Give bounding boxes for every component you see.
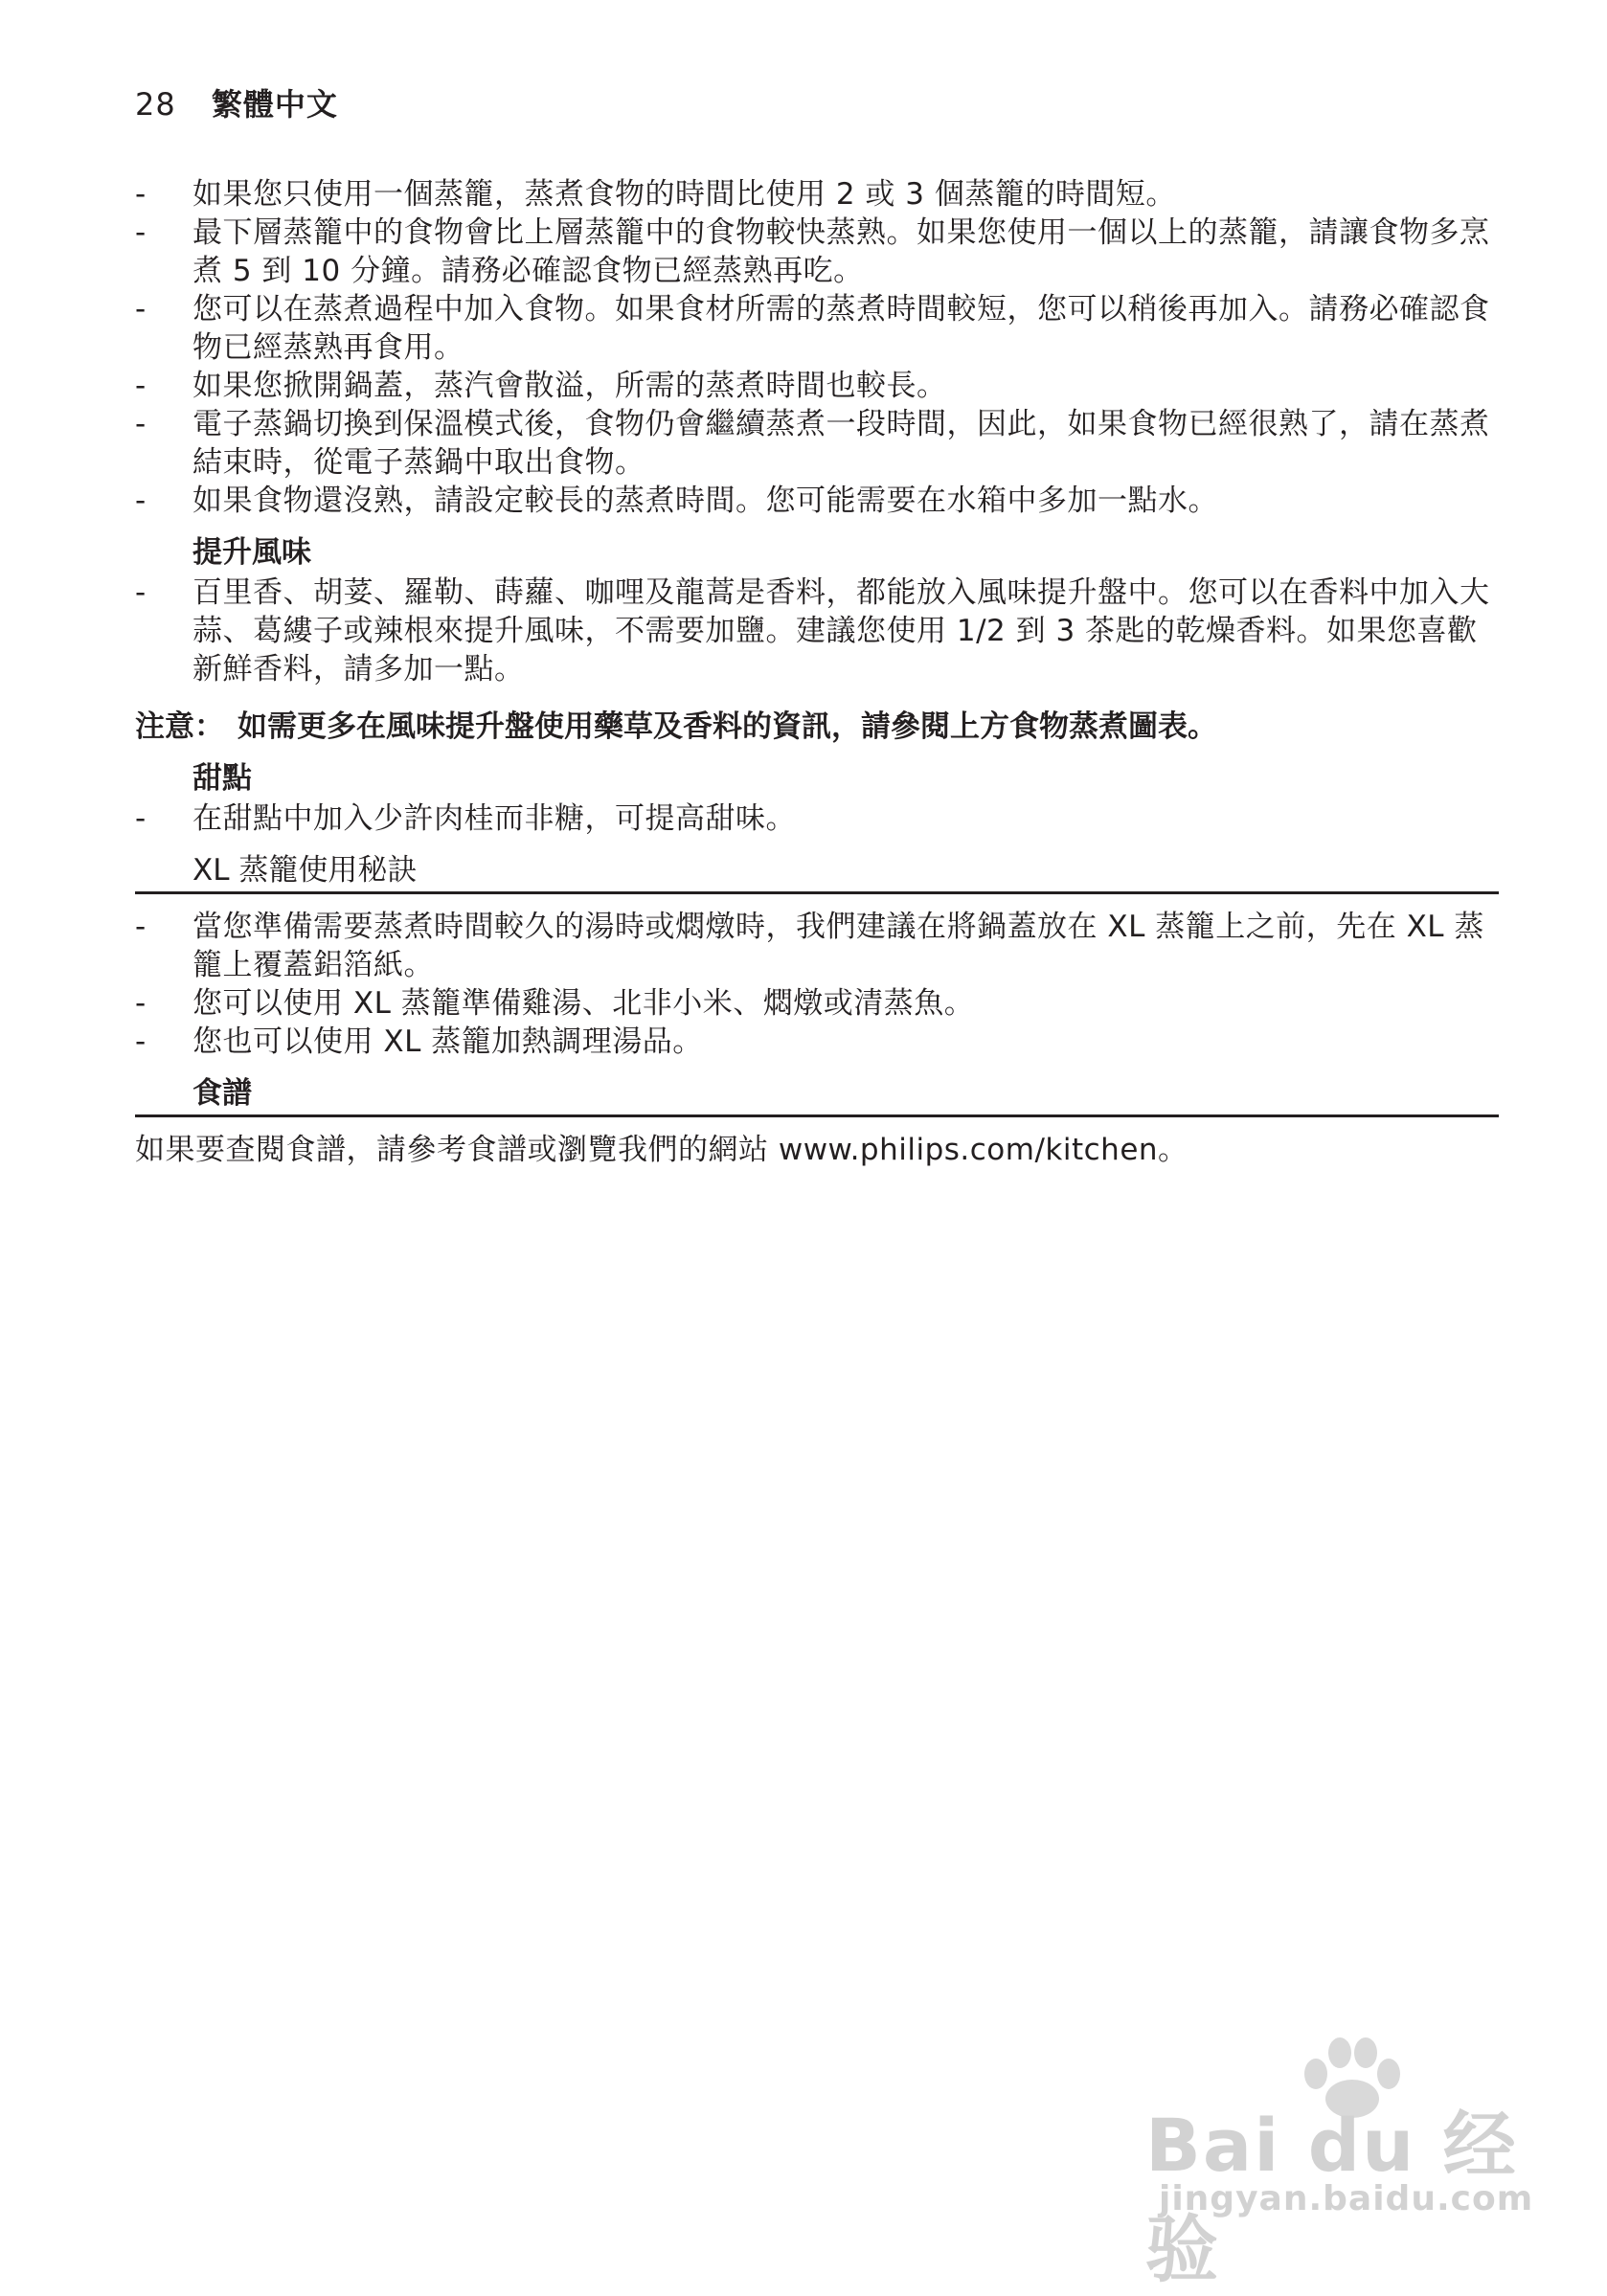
dessert-bullet-list bbox=[135, 799, 1499, 838]
list-item: - 電子蒸鍋切換到保溫模式後，食物仍會繼續蒸煮一段時間，因此，如果食物已經很熟了，請在蒸煮結束時，從電子蒸鍋中取出食物。 bbox=[135, 407, 1490, 480]
list-item: - 如果您掀開鍋蓋，蒸汽會散溢，所需的蒸煮時間也較長。 bbox=[135, 369, 947, 403]
section-heading-xl-tips: XL 蒸籠使用秘訣 bbox=[192, 853, 418, 888]
page-header bbox=[135, 80, 338, 124]
xl-tips-bullet-list bbox=[135, 908, 1499, 1061]
list-item: - 您可以在蒸煮過程中加入食物。如果食材所需的蒸煮時間較短，您可以稍後再加入。請務必確認食物已經蒸熟再食用。 bbox=[135, 292, 1490, 365]
list-item: - 當您準備需要蒸煮時間較久的湯時或燜燉時，我們建議在將鍋蓋放在 XL 蒸籠上之前，先在 XL 蒸籠上覆蓋鋁箔紙。 bbox=[135, 910, 1484, 982]
baidu-watermark bbox=[1145, 2034, 1538, 2292]
page-number: 28 bbox=[135, 86, 176, 123]
note-text: 如需更多在風味提升盤使用藥草及香料的資訊，請參閱上方食物蒸煮圖表。 bbox=[238, 709, 1217, 744]
list-item: - 在甜點中加入少許肉桂而非糖，可提高甜味。 bbox=[135, 801, 796, 836]
list-item: - 如果食物還沒熟，請設定較長的蒸煮時間。您可能需要在水箱中多加一點水。 bbox=[135, 484, 1218, 518]
section-heading-flavor: 提升風味 bbox=[192, 535, 311, 570]
page-content bbox=[135, 175, 1499, 1169]
section-heading-recipes: 食譜 bbox=[192, 1076, 252, 1111]
list-item: - 百里香、胡荽、羅勒、蒔蘿、咖哩及龍蒿是香料，都能放入風味提升盤中。您可以在香料中加入大蒜、葛縷子或辣根來提升風味，不需要加鹽。建議您使用 1/2 到 3 茶匙的乾燥香料。如果您喜歡新鮮香料，請多加一點。 bbox=[135, 575, 1490, 687]
note-paragraph bbox=[135, 708, 1499, 746]
section-divider bbox=[135, 1114, 1499, 1117]
section-heading-dessert: 甜點 bbox=[192, 761, 252, 796]
list-item: - 如果您只使用一個蒸籠，蒸煮食物的時間比使用 2 或 3 個蒸籠的時間短。 bbox=[135, 177, 1176, 212]
section-divider bbox=[135, 891, 1499, 894]
watermark-url: jingyan.baidu.com bbox=[1159, 2179, 1534, 2218]
flavor-bullet-list bbox=[135, 574, 1499, 688]
list-item: - 最下層蒸籠中的食物會比上層蒸籠中的食物較快蒸熟。如果您使用一個以上的蒸籠，請讓食物多烹煮 5 到 10 分鐘。請務必確認食物已經蒸熟再吃。 bbox=[135, 215, 1490, 288]
watermark-brand: Bai du 经验 bbox=[1145, 2103, 1518, 2292]
list-item: - 您可以使用 XL 蒸籠準備雞湯、北非小米、燜燉或清蒸魚。 bbox=[135, 986, 975, 1021]
list-item: - 您也可以使用 XL 蒸籠加熱調理湯品。 bbox=[135, 1024, 703, 1059]
recipes-paragraph: 如果要查閱食譜，請參考食譜或瀏覽我們的網站 www.philips.com/kitchen。 bbox=[135, 1133, 1188, 1167]
intro-bullet-list bbox=[135, 175, 1499, 520]
page-language-title: 繁體中文 bbox=[211, 86, 338, 123]
note-label: 注意： bbox=[135, 709, 224, 744]
